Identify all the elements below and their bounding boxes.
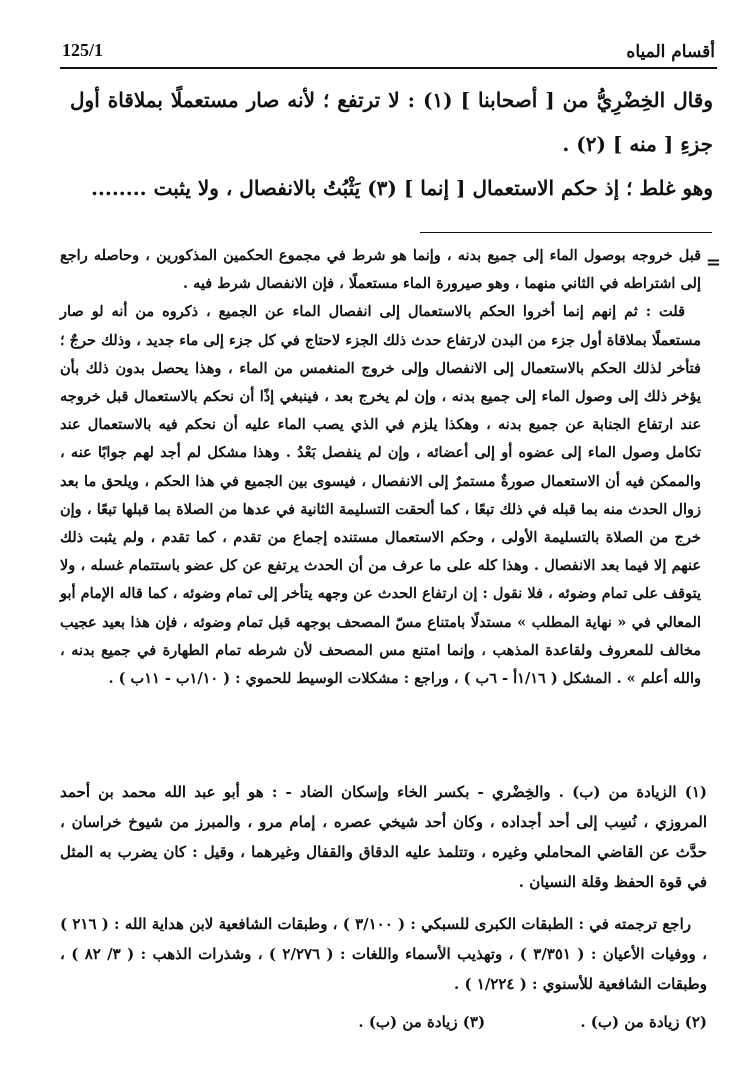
- commentary-paragraph: قبل خروجه بوصول الماء إلى جميع بدنه ، وإنما هو شرط في مجموع الحكمين المذكورين ، وحاصله راجع إلى اشتراطه في الثاني منهما ، وهو صيرورة الماء مستعملًا ، فإن الانفصال شرط فيه .: [60, 247, 701, 293]
- page-number: 125/1: [62, 40, 104, 60]
- commentary-block: [60, 242, 701, 693]
- footnote-3: (٣) زيادة من (ب) .: [358, 1013, 486, 1031]
- footnotes: [60, 777, 707, 1037]
- footnote-1: (١) الزيادة من (ب) . والخِضْري - بكسر الخاء وإسكان الضاد - : هو أبو عبد الله محمد بن أحمد المروزي ، نُسِب إلى أحد أجداده ، وكان أحد شيخي عصره ، إمام مرو ، والمبرز من شيوخ خراسان ، حدَّث عن القاضي المحاملي وغيره ، وتتلمذ عليه الدقاق والقفال وغيرهما ، وقيل : كان يضرب به المثل في قوة الحفظ وقلة النسيان .: [60, 783, 707, 891]
- footnote-divider: [420, 232, 712, 233]
- page-header: [62, 38, 715, 68]
- footnote-1-references: راجع ترجمته في : الطبقات الكبرى للسبكي : ( ٣/١٠٠ ) ، وطبقات الشافعية لابن هداية الله : ( ٢١٦ ) ، ووفيات الأعيان : ( ٣/٣٥١ ) ، وتهذيب الأسماء واللغات : ( ٢/٢٧٦ ) ، وشذرات الذهب : ( ٣/ ٨٢ ) ، وطبقات الشافعية للأسنوي : ( ١/٢٢٤ ) .: [60, 915, 707, 993]
- main-text: [70, 78, 713, 210]
- section-title: أقسام المياه: [626, 42, 715, 62]
- footnotes-short-row: [60, 1007, 707, 1037]
- main-text-line: وقال الخِضْرِيُّ من [ أصحابنا ] (١) : لا ترتفع ؛ لأنه صار مستعملًا بملاقاة أول جزءِ [ منه ] (٢) .: [70, 88, 713, 156]
- commentary-paragraph: قلت : ثم إنهم إنما أخروا الحكم بالاستعمال إلى انفصال الماء عن الجميع ، ذكروه من أنه لو صار مستعملًا بملاقاة أول جزء من البدن لارتفاع حدث ذلك الجزء لاحتاج في كل جزء إلى ماء جديد ، وذلك حرجٌ ؛ فتأخر لذلك الحكم بالاستعمال إلى الانفصال وإلى خروج المنغمس من الماء ، وهذا يحصل بدون ذلك بأن يؤخر ذلك إلى وصول الماء إلى جميع بدنه ، وإن لم يخرج بعد ، فينبغي إذًا أن نحكم بالاستعمال قبل خروجه عند ارتفاع الجنابة عن جميع بدنه ، وهكذا يلزم في الذي يصب الماء عليه أن نحكم فيه بالاستعمال عند تكامل وصول الماء إلى عضوه أو إلى أعضائه ، وإن لم ينفصل بَعْدُ . وهذا مشكل لم أجد لهم جوابًا عنه ، والممكن فيه أن الاستعمال صورةٌ مستمرٌ إلى الانفصال ، فيسوى بين الجميع في هذا الحكم ، ويلحق ما بعد زوال الحدث منه بما قبله في ذلك تبعًا ، كما ألحقت التسليمة الثانية في عدها من الصلاة بما قبلها تبعًا ، وإن خرج من الصلاة بالتسليمة الأولى ، وحكم الاستعمال مستنده إجماع من تقدم ، كما تقدم ، ولم يثبت ذلك عنهم إلا فيما بعد الانفصال . وهذا كله على ما عرف من أن الحدث يرتفع عن كل عضو باستتمام غسله ، ولا يتوقف على تمام وضوئه ، فلا نقول : إن ارتفاع الحدث عن وجهه يتأخر إلى تمام وضوئه ، كما قاله الإمام أبو المعالي في « نهاية المطلب » مستدلًا بامتناع مسّ المصحف بوجهه قبل تمام وضوئه ، فإن هذا بعيد عجيب مخالف للمعروف ولقاعدة المذهب ، وإنما امتنع مس المصحف لأن شرطه تمام الطهارة في جميع بدنه ، والله أعلم » . المشكل ( ١/١٦أ - ٦ب ) ، وراجع : مشكلات الوسيط للحموي : ( ١/١٠ب - ١١ب ) .: [60, 303, 701, 688]
- continuation-marker: =: [705, 252, 721, 273]
- footnote-2: (٢) زيادة من (ب) .: [580, 1013, 707, 1031]
- header-divider: [60, 67, 717, 69]
- main-text-line: وهو غلط ؛ إذ حكم الاستعمال [ إنما ] (٣) يَثْبُتُ بالانفصال ، ولا يثبت ........: [90, 176, 713, 200]
